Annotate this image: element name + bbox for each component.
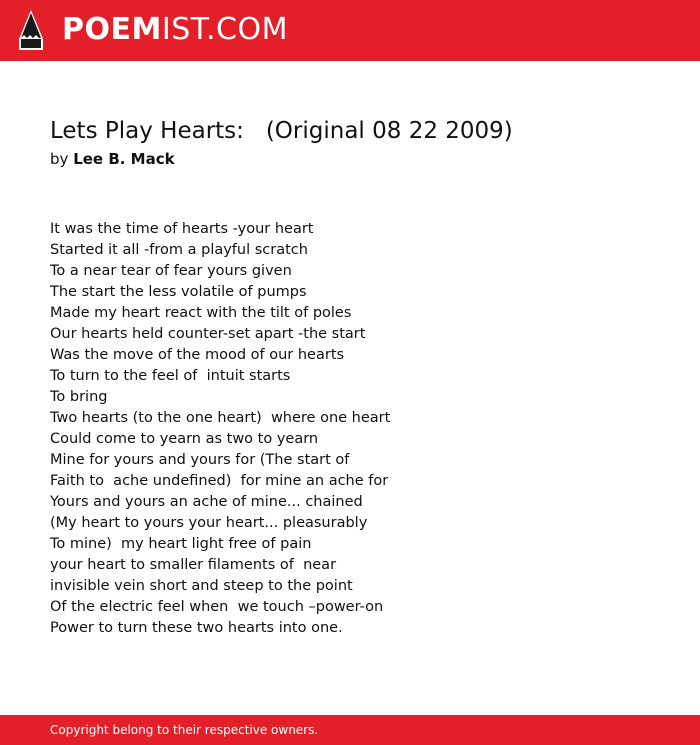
poem-line: Started it all -from a playful scratch bbox=[50, 242, 308, 258]
poem-line: invisible vein short and steep to the point bbox=[50, 578, 353, 594]
poem-line: To turn to the feel of intuit starts bbox=[50, 368, 291, 384]
by-label: by bbox=[50, 150, 69, 168]
poem-line: Faith to ache undefined) for mine an ache for bbox=[50, 473, 389, 489]
author-name[interactable]: Lee B. Mack bbox=[73, 150, 175, 168]
site-footer bbox=[0, 715, 700, 745]
poem-line: Of the electric feel when we touch –power-on bbox=[50, 599, 384, 615]
poem-line: your heart to smaller filaments of near bbox=[50, 557, 337, 573]
logo-bold-text: POEM bbox=[62, 12, 162, 47]
poem-body bbox=[50, 219, 390, 639]
poem-line: Our hearts held counter-set apart -the start bbox=[50, 326, 366, 342]
poem-line: Power to turn these two hearts into one. bbox=[50, 620, 343, 636]
poem-line: To bring bbox=[50, 389, 108, 405]
logo-light-text: IST.COM bbox=[161, 12, 288, 47]
poem-line: Could come to yearn as two to yearn bbox=[50, 431, 319, 447]
poem-line: Yours and yours an ache of mine... chained bbox=[50, 494, 363, 510]
poem-line: (My heart to yours your heart... pleasurably bbox=[50, 515, 368, 531]
poem-title: Lets Play Hearts: (Original 08 22 2009) bbox=[50, 118, 513, 144]
poem-line: Was the move of the mood of our hearts bbox=[50, 347, 345, 363]
poem-line: Mine for yours and yours for (The start of bbox=[50, 452, 350, 468]
poem-line: To mine) my heart light free of pain bbox=[50, 536, 312, 552]
copyright-text: Copyright belong to their respective owners. bbox=[50, 723, 319, 737]
poem-line: Two hearts (to the one heart) where one heart bbox=[50, 410, 391, 426]
site-header bbox=[0, 0, 700, 61]
poem-line: It was the time of hearts -your heart bbox=[50, 221, 314, 237]
site-logo[interactable] bbox=[62, 12, 288, 48]
poem-line: To a near tear of fear yours given bbox=[50, 263, 292, 279]
poem-line: Made my heart react with the tilt of poles bbox=[50, 305, 352, 321]
poem-line: The start the less volatile of pumps bbox=[50, 284, 307, 300]
pencil-tip-icon[interactable] bbox=[18, 9, 44, 51]
byline bbox=[50, 149, 175, 169]
